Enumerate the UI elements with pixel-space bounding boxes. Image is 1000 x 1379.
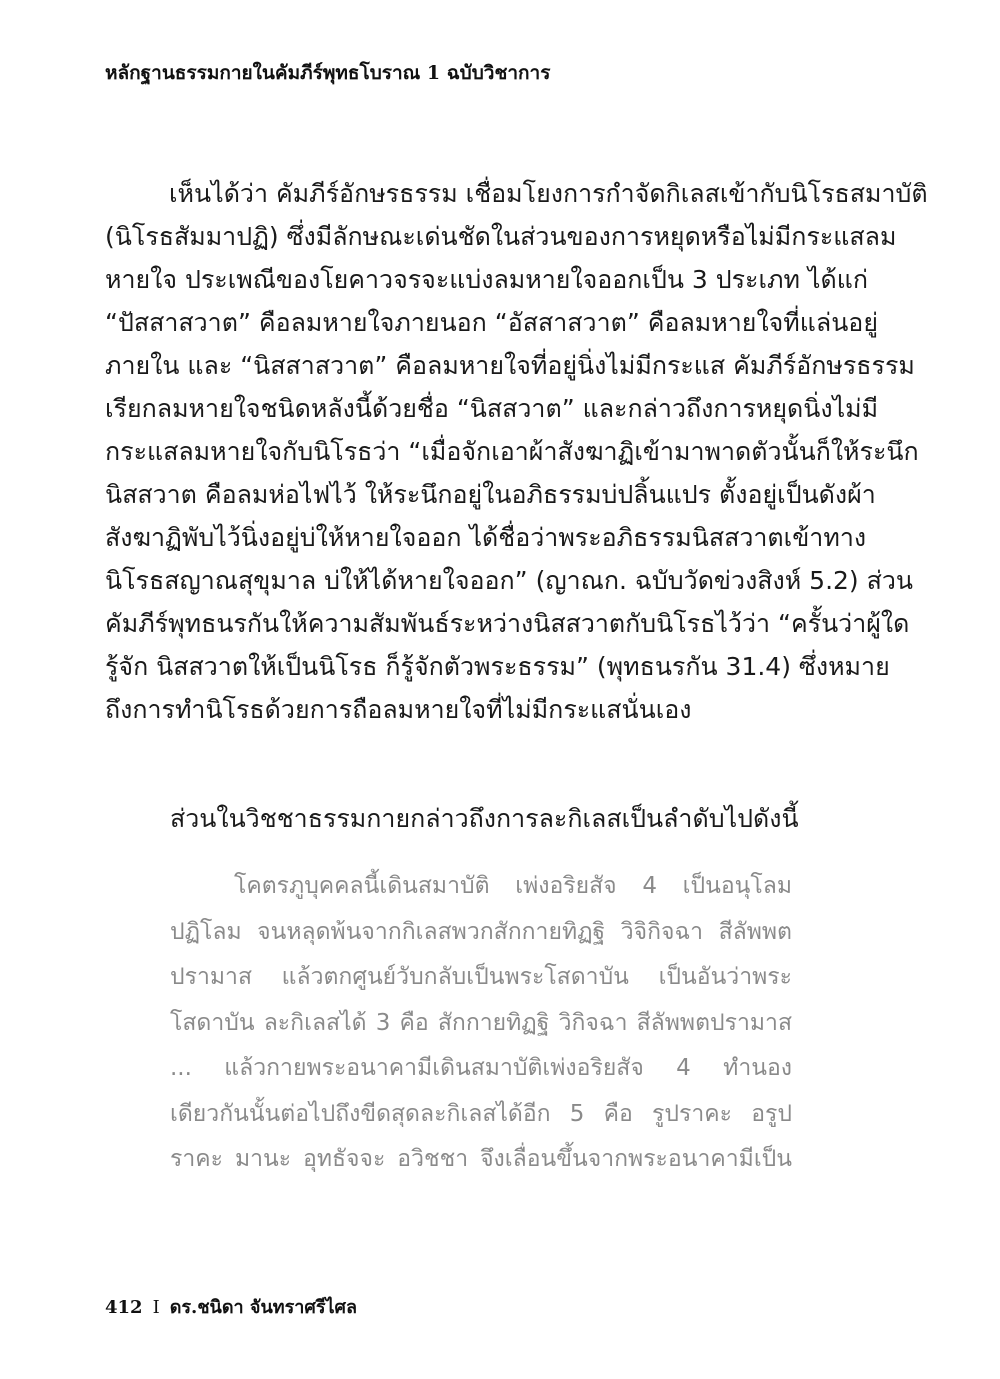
main-paragraph: [105, 172, 928, 731]
running-header: หลักฐานธรรมกายในคัมภีร์พุทธโบราณ 1 ฉบับวิชาการ: [105, 62, 551, 84]
quote-line: ราคะ มานะ อุทธัจจะ อวิชชา จึงเลื่อนขึ้นจากพระอนาคามีเป็น: [170, 1146, 792, 1172]
page-footer: [105, 1292, 357, 1321]
paragraph-line: นิโรธสญาณสุขุมาล บ่ให้ได้หายใจออก” (ญาณก. ฉบับวัดข่วงสิงห์ 5.2) ส่วน: [105, 566, 914, 595]
block-quote: [170, 864, 792, 1183]
quote-line: ปฏิโลม จนหลุดพ้นจากกิเลสพวกสักกายทิฏฐิ วิจิกิจฉา สีลัพพต: [170, 918, 792, 945]
quote-line: โคตรภูบุคคลนี้เดินสมาบัติ เพ่งอริยสัจ 4 เป็นอนุโลม: [234, 873, 792, 899]
quote-line: เดียวกันนั้นต่อไปถึงขีดสุดละกิเลสได้อีก 5 คือ รูปราคะ อรูป: [170, 1100, 792, 1127]
paragraph-line: หายใจ ประเพณีของโยคาวจรจะแบ่งลมหายใจออกเป็น 3 ประเภท ได้แก่: [105, 265, 868, 294]
paragraph-line: รู้จัก นิสสวาตให้เป็นนิโรธ ก็รู้จักตัวพระธรรม” (พุทธนรกัน 31.4) ซึ่งหมาย: [105, 652, 890, 681]
paragraph-line: เรียกลมหายใจชนิดหลังนี้ด้วยชื่อ “นิสสวาต” และกล่าวถึงการหยุดนิ่งไม่มี: [105, 394, 879, 423]
paragraph-line: คัมภีร์พุทธนรกันให้ความสัมพันธ์ระหว่างนิสสวาตกับนิโรธไว้ว่า “ครั้นว่าผู้ใด: [105, 609, 910, 638]
paragraph-line: ถึงการทำนิโรธด้วยการถือลมหายใจที่ไม่มีกระแสนั่นเอง: [105, 695, 692, 724]
paragraph-line: เห็นได้ว่า คัมภีร์อักษรธรรม เชื่อมโยงการกำจัดกิเลสเข้ากับนิโรธสมาบัติ: [169, 179, 928, 208]
paragraph-line: ภายใน และ “นิสสาสวาต” คือลมหายใจที่อยู่นิ่งไม่มีกระแส คัมภีร์อักษรธรรม: [105, 351, 915, 380]
page-number: 412: [105, 1297, 143, 1318]
quote-line: โสดาบัน ละกิเลสได้ 3 คือ สักกายทิฏฐิ วิกิจฉา สีลัพพตปรามาส: [170, 1009, 792, 1036]
section-intro: ส่วนในวิชชาธรรมกายกล่าวถึงการละกิเลสเป็นลำดับไปดังนี้: [170, 804, 799, 833]
paragraph-line: (นิโรธสัมมาปฏิ) ซึ่งมีลักษณะเด่นชัดในส่วนของการหยุดหรือไม่มีกระแสลม: [105, 222, 897, 251]
paragraph-line: สังฆาฏิพับไว้นิ่งอยู่บ่ให้หายใจออก ได้ชื่อว่าพระอภิธรรมนิสสวาตเข้าทาง: [105, 523, 867, 552]
paragraph-line: กระแสลมหายใจกับนิโรธว่า “เมื่อจักเอาผ้าสังฆาฏิเข้ามาพาดตัวนั้นก็ให้ระนึก: [105, 437, 919, 466]
quote-line: ... แล้วกายพระอนาคามีเดินสมาบัติเพ่งอริยสัจ 4 ทำนอง: [170, 1055, 792, 1081]
paragraph-line: นิสสวาต คือลมห่อไฟไว้ ให้ระนึกอยู่ในอภิธรรมบ่ปลิ้นแปร ตั้งอยู่เป็นดังผ้า: [105, 480, 876, 509]
footer-separator: I: [152, 1297, 160, 1318]
quote-line: ปรามาส แล้วตกศูนย์วับกลับเป็นพระโสดาบัน เป็นอันว่าพระ: [170, 964, 792, 990]
author-name: ดร.ชนิดา จันทราศรีไศล: [169, 1297, 358, 1318]
paragraph-line: “ปัสสาสวาต” คือลมหายใจภายนอก “อัสสาสวาต” คือลมหายใจที่แล่นอยู่: [105, 308, 878, 337]
